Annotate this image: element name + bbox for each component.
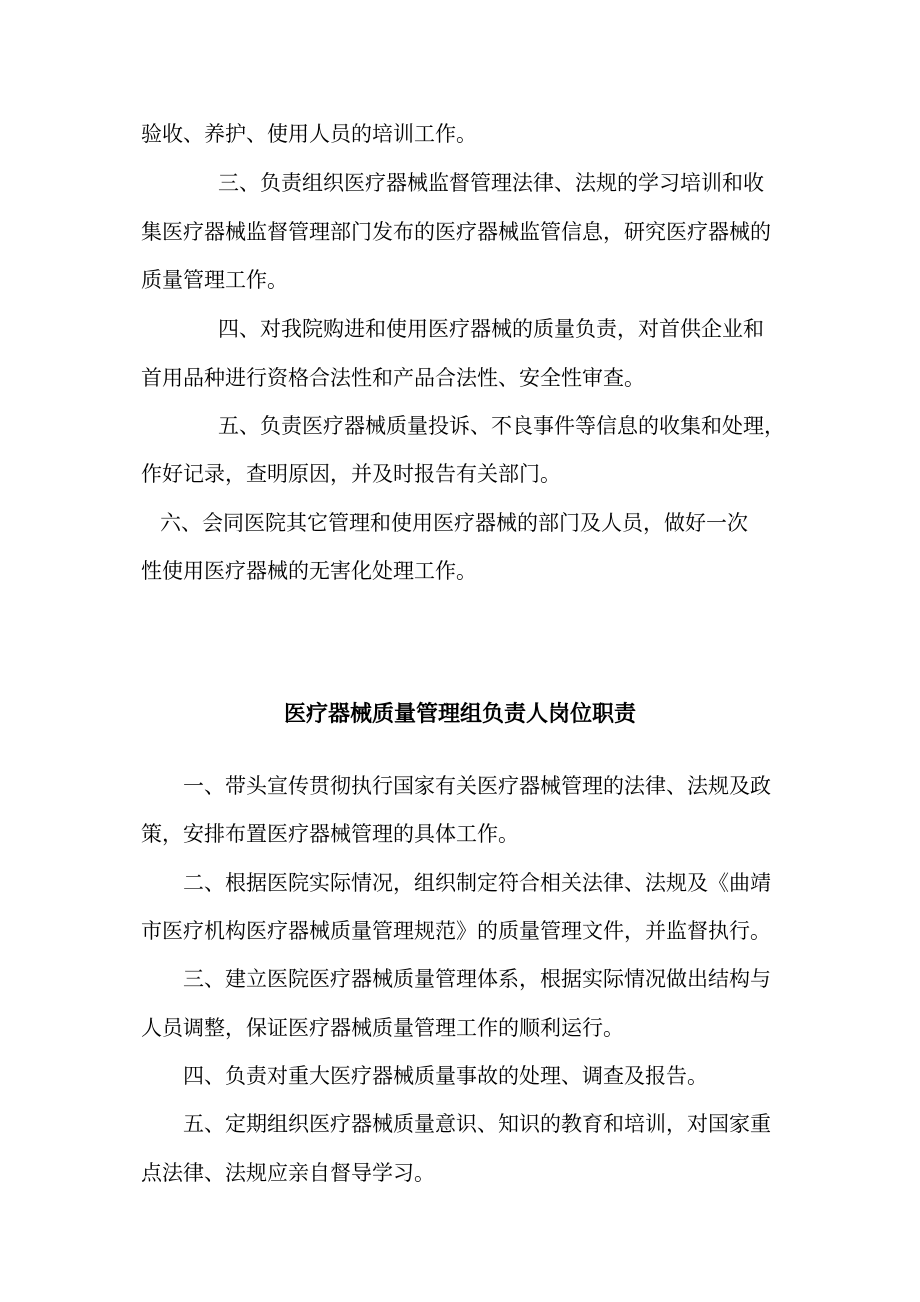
section-title: 医疗器械质量管理组负责人岗位职责: [283, 702, 636, 727]
paragraph-line: 五、负责医疗器械质量投诉、不良事件等信息的收集和处理，: [218, 414, 785, 438]
paragraph-line: 作好记录，查明原因，并及时报告有关部门。: [141, 462, 561, 486]
paragraph-line: 市医疗机构医疗器械质量管理规范》的质量管理文件，并监督执行。: [141, 919, 771, 943]
paragraph-line: 三、建立医院医疗器械质量管理体系，根据实际情况做出结构与: [183, 967, 771, 991]
paragraph-line: 性使用医疗器械的无害化处理工作。: [141, 559, 477, 583]
paragraph-line: 四、负责对重大医疗器械质量事故的处理、调查及报告。: [183, 1064, 708, 1088]
paragraph-line: 验收、养护、使用人员的培训工作。: [141, 122, 477, 146]
paragraph-line: 策，安排布置医疗器械管理的具体工作。: [141, 822, 519, 846]
paragraph-line: 四、对我院购进和使用医疗器械的质量负责，对首供企业和: [218, 317, 764, 341]
paragraph-line: 六、会同医院其它管理和使用医疗器械的部门及人员，做好一次: [160, 511, 748, 535]
paragraph-line: 首用品种进行资格合法性和产品合法性、安全性审查。: [141, 366, 645, 390]
paragraph-line: 点法律、法规应亲自督导学习。: [141, 1161, 435, 1185]
paragraph-line: 三、负责组织医疗器械监督管理法律、法规的学习培训和收: [218, 171, 764, 195]
paragraph-line: 一、带头宣传贯彻执行国家有关医疗器械管理的法律、法规及政: [183, 774, 771, 798]
paragraph-line: 五、定期组织医疗器械质量意识、知识的教育和培训，对国家重: [183, 1112, 771, 1136]
paragraph-line: 人员调整，保证医疗器械质量管理工作的顺利运行。: [141, 1016, 624, 1040]
paragraph-line: 质量管理工作。: [141, 268, 288, 292]
paragraph-line: 集医疗器械监督管理部门发布的医疗器械监管信息，研究医疗器械的: [141, 220, 771, 244]
paragraph-line: 二、根据医院实际情况，组织制定符合相关法律、法规及《曲靖: [183, 871, 771, 895]
